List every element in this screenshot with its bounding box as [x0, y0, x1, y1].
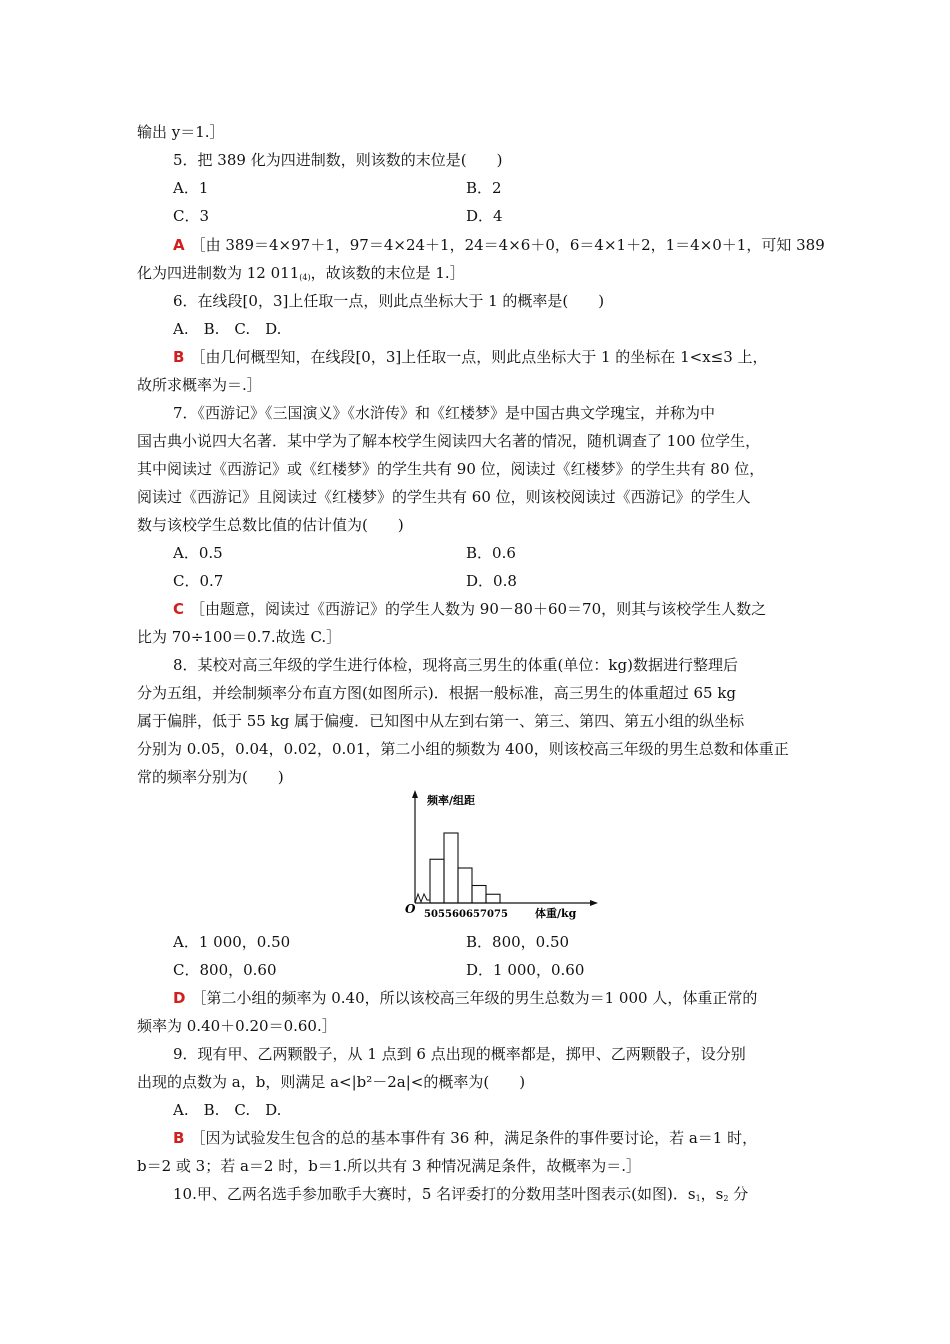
option-d: D．4 [466, 207, 503, 225]
option-c: C．3 [173, 207, 210, 225]
question-7-cont: 阅读过《西游记》且阅读过《红楼梦》的学生共有 60 位，则该校阅读过《西游记》的学生人 [137, 488, 751, 506]
answer-5-cont [137, 263, 465, 288]
histogram-bar [430, 859, 444, 903]
option-a: A．0.5 [173, 544, 223, 562]
answer-8 [173, 988, 757, 1008]
x-tick-label: 75 [494, 909, 508, 920]
answer-7-cont: 比为 70÷100＝0.7.故选 C.］ [137, 628, 342, 646]
question-8-cont: 分别为 0.05，0.04，0.02，0.01，第二小组的频数为 400，则该校高三年级的男生总数和体重正 [137, 740, 789, 758]
histogram-bar [444, 833, 458, 903]
option-b: B．0.6 [466, 544, 516, 562]
option-d: D．0.8 [466, 572, 517, 590]
histogram-bar [458, 868, 472, 903]
answer-letter: B [173, 1129, 185, 1147]
y-axis-label: 频率/组距 [427, 794, 476, 807]
x-tick-label: 60 [452, 909, 466, 920]
x-axis-arrow [590, 900, 598, 906]
x-tick-label: 70 [480, 909, 494, 920]
answer-8-cont: 频率为 0.40＋0.20＝0.60.］ [137, 1017, 337, 1035]
answer-9-cont: b＝2 或 3；若 a＝2 时，b＝1.所以共有 3 种情况满足条件，故概率为＝.］ [137, 1157, 642, 1175]
option-b: B．2 [466, 179, 502, 197]
option-a: A．1 [173, 179, 209, 197]
answer-text: ［由 389＝4×97＋1，97＝4×24＋1，24＝4×6＋0，6＝4×1＋2，1＝4×0＋1，可知 389 [190, 236, 825, 254]
x-axis-label: 体重/kg [535, 907, 577, 920]
answer-letter: B [173, 348, 185, 366]
question-text: ，s [700, 1185, 724, 1203]
subscript: 2 [723, 1194, 729, 1203]
question-8: 8．某校对高三年级的学生进行体检，现将高三男生的体重(单位：kg)数据进行整理后 [173, 656, 738, 674]
question-text: 10.甲、乙两名选手参加歌手大赛时，5 名评委打的分数用茎叶图表示(如图)．s [173, 1185, 696, 1203]
question-9: 9．现有甲、乙两颗骰子，从 1 点到 6 点出现的概率都是，掷甲、乙两颗骰子，设分别 [173, 1045, 746, 1063]
answer-9 [173, 1128, 757, 1148]
x-tick-label: 65 [466, 909, 480, 920]
answer-text: ［由题意，阅读过《西游记》的学生人数为 90－80＋60＝70，则其与该校学生人数之 [190, 600, 767, 618]
histogram-bar [486, 894, 500, 903]
question-7-cont: 其中阅读过《西游记》或《红楼梦》的学生共有 90 位，阅读过《红楼梦》的学生共有 80 位， [137, 460, 765, 478]
answer-text: ［由几何概型知，在线段[0，3]上任取一点，则此点坐标大于 1 的坐标在 1<x≤3 上， [190, 348, 768, 366]
options-9: A. B. C. D. [173, 1101, 282, 1119]
question-6: 6．在线段[0，3]上任取一点，则此点坐标大于 1 的概率是( ) [173, 292, 605, 310]
option-a: A．1 000，0.50 [173, 933, 291, 951]
option-b: B．800，0.50 [466, 933, 570, 951]
answer-text: ［第二小组的频率为 0.40，所以该校高三年级的男生总数为＝1 000 人，体重正常的 [191, 989, 758, 1007]
question-9-cont: 出现的点数为 a，b，则满足 a<|b²－2a|<的概率为( ) [137, 1073, 526, 1091]
frequency-histogram [405, 790, 605, 920]
answer-letter: A [173, 236, 185, 254]
question-8-cont: 属于偏胖，低于 55 kg 属于偏瘦．已知图中从左到右第一、第三、第四、第五小组的纵坐标 [137, 712, 745, 730]
subscript: (4) [299, 273, 311, 282]
option-d: D．1 000，0.60 [466, 961, 585, 979]
question-7-cont: 数与该校学生总数比值的估计值为( ) [137, 516, 404, 534]
question-10 [173, 1184, 748, 1209]
question-7-cont: 国古典小说四大名著．某中学为了解本校学生阅读四大名著的情况，随机调查了 100 位学生， [137, 432, 761, 450]
answer-5 [173, 235, 825, 255]
subscript: 1 [695, 1194, 701, 1203]
answer-6 [173, 347, 768, 367]
y-axis-arrow [412, 790, 418, 798]
x-tick-label: 55 [438, 909, 452, 920]
text-line: 输出 y＝1.］ [137, 123, 225, 141]
axis-break-mark [415, 894, 430, 903]
question-5: 5．把 389 化为四进制数，则该数的末位是( ) [173, 151, 503, 169]
question-8-cont: 分为五组，并绘制频率分布直方图(如图所示)．根据一般标准，高三男生的体重超过 65 kg [137, 684, 737, 702]
x-tick-label: 50 [424, 909, 438, 920]
answer-text: ，故该数的末位是 1.］ [310, 264, 465, 282]
origin-label: O [405, 902, 416, 916]
answer-6-cont: 故所求概率为＝.］ [137, 376, 262, 394]
question-7: 7．《西游记》《三国演义》《水浒传》和《红楼梦》是中国古典文学瑰宝，并称为中 [173, 404, 716, 422]
answer-text: 化为四进制数为 12 011 [137, 264, 300, 282]
answer-7 [173, 599, 766, 619]
options-6: A. B. C. D. [173, 320, 282, 338]
answer-letter: D [173, 989, 186, 1007]
question-text: 分 [728, 1185, 749, 1203]
option-c: C．0.7 [173, 572, 224, 590]
option-c: C．800，0.60 [173, 961, 277, 979]
histogram-bar [472, 886, 486, 904]
question-8-cont: 常的频率分别为( ) [137, 768, 284, 786]
answer-letter: C [173, 600, 185, 618]
answer-text: ［因为试验发生包含的总的基本事件有 36 种，满足条件的事件要讨论，若 a＝1 时， [190, 1129, 758, 1147]
